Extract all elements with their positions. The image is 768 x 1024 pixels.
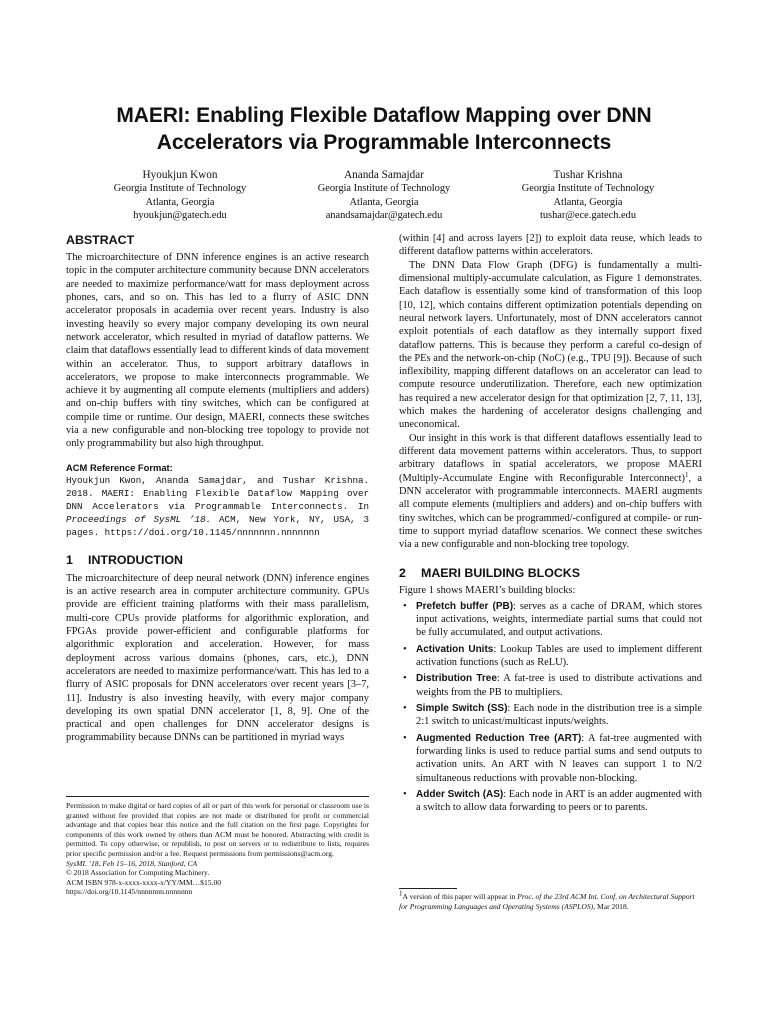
block-term: Distribution Tree [416,673,497,685]
block-desc: : Each node in ART is an adder augmented with a switch to allow data forwarding to peers or to parents. [416,788,702,814]
author-3 [488,168,688,223]
permission-venue: SysML ’18, Feb 15–16, 2018, Stanford, CA [66,858,198,868]
permission-isbn: ACM ISBN 978-x-xxxx-xxxx-x/YY/MM…$15.00 [66,877,222,887]
block-desc: : serves as a cache of DRAM, which stores input activations, weights, intermediate partial sums that could not be fully accumulated, and output activations. [416,600,703,639]
abstract-heading: ABSTRACT [66,233,135,247]
permission-divider [66,796,369,797]
block-desc: : A fat-tree is used to distribute activations and weights from the PB to multipliers. [416,673,702,698]
introduction-continued: (within [4] and across layers [2]) to exploit data reuse, which leads to different dataflow patterns within accelerators. [399,233,702,258]
introduction-heading [66,552,369,568]
author-affiliation: Georgia Institute of Technology [113,183,247,194]
footnote-mark: 1 [399,889,403,898]
block-term: Prefetch buffer (PB) [416,600,514,612]
block-desc: : Lookup Tables are used to implement different activation functions (such as ReLU). [416,643,702,669]
author-email: tushar@ece.gatech.edu [539,210,637,221]
list-item [399,600,702,640]
section-number: 2 [399,565,406,580]
bullet-icon: • [403,732,407,744]
introduction-text: The microarchitecture of deep neural network (DNN) inference engines is an active research area in computer architecture community. GPUs provide are efficient training platforms with their mass parallelism, multi-core CPUs provide platforms for algorithmic exploration, and FPGAs provide power-efficient and configurable platforms for algorithmic exploration and acceleration. However, for mass deployment across various domains (phones, cars, etc.), DNN accelerators are needed to maximize performance/watt. This has led to a flurry of ASIC proposals for DNN accelerators over recent years [3–7, 11]. Industry is also investing heavily, with every major company developing its own spatial DNN accelerator [1, 8, 9]. One of the practical and open challenges for DNN accelerator designs is programmability because DNNs can be partitioned in myriad ways [66,572,369,744]
author-location: Atlanta, Georgia [145,196,215,208]
acm-reference-text [66,474,369,539]
list-item [399,643,702,670]
permission-block [66,796,369,897]
abstract-text: The microarchitecture of DNN inference engines is an active research topic in the computer architecture community because DNN accelerators are needed to maximize performance/watt for mass deployment across phones, cars, and so on. This has led to a flurry of ASIC DNN accelerator proposals in academia over recent years. Industry is also investing heavily so every major company developing its own neural network accelerator, which resulted in myriad of dataflow patterns. We claim that dataflows essentially lead to different kinds of data movement within an accelerator. Thus, to support arbitrary dataflows in accelerators, we propose to make interconnects programmable. We achieve it by augmenting all compute elements (multipliers and adders) and on-chip buffers with tiny switches, which can be configured at compile time or runtime. Our design, MAERI, connects these switches via a new configurable and non-blocking tree topology to provide not only programmability but also high throughput. [66,252,369,450]
building-blocks-intro: Figure 1 shows MAERI’s building blocks: [399,584,576,596]
author-location: Atlanta, Georgia [553,196,623,208]
bullet-icon: • [403,600,407,612]
footnote-venue: Proc. of the 23rd ACM Int. Conf. on Architectural Support for Programming Languages and Operating Systems (ASPLOS) [399,892,695,911]
list-item [399,788,702,815]
insight-text-b: , a DNN accelerator with programmable interconnects. MAERI augments all compute elements (multipliers and adders) and on-chip buffers with tiny switches, which can be programmed/-configured at compile- or run-time to support myriad dataflow scenarios. We connect these switches via a new configurable and non-blocking tree topology. [399,472,703,551]
permission-doi: https://doi.org/10.1145/nnnnnnn.nnnnnnn [66,887,193,897]
section-title: INTRODUCTION [88,552,183,567]
left-column [66,232,369,745]
dfg-paragraph: The DNN Data Flow Graph (DFG) is fundamentally a multi-dimensional multiply-accumulate calculation, as Figure 1 demonstrates. Each dataflow is essentially some kind of transformation of this loop [10, 12], which contains different optimization potentials depending on neural network layers. Unfortunately, most of DNN accelerators cannot exploit potentials of each dataflow as they internally support fixed dataflow patterns. This is because they perform a careful co-design of the PEs and the network-on-chip (NoC) (e.g., TPU [9]). Because of such inflexibility, mapping different dataflows on an accelerator can lead to compute resource underutilization. Therefore, each new optimization has required a new accelerator design for that optimization [2, 7, 11, 13], which makes the hardening of accelerator designs challenging and uneconomical. [399,259,702,431]
list-item [399,702,702,729]
author-name: Hyoukjun Kwon [142,169,218,181]
footnote-text [399,889,702,911]
building-blocks-list [399,600,702,815]
footnote-ref: 1 [685,470,689,479]
footnote-text-b: , Mar 2018. [593,901,629,911]
block-desc: : Each node in the distribution tree is a simple 2:1 switch to unicast/multicast inputs/weights. [416,703,702,728]
insight-paragraph [399,432,702,552]
section-title: MAERI BUILDING BLOCKS [421,565,581,580]
bullet-icon: • [403,788,407,800]
block-term: Adder Switch (AS) [416,788,504,800]
author-affiliation: Georgia Institute of Technology [521,183,655,194]
author-affiliation: Georgia Institute of Technology [317,183,451,194]
footnote [399,888,702,911]
author-1 [80,168,280,223]
author-name: Ananda Samajdar [344,169,424,181]
acm-reference-rest: ACM, New York, NY, USA, 3 pages. https://doi.org/10.1145/nnnnnnn.nnnnnnn [66,513,369,538]
acm-reference-heading: ACM Reference Format: [66,461,173,473]
insight-text-a: Our insight in this work is that different dataflows essentially lead to different data movement patterns within accelerators. Thus, to support arbitrary dataflows in spatial accelerators, we propose MAERI (Multiply-Accumulate Engine with Reconfigurable Interconnect) [399,432,702,484]
bullet-icon: • [403,673,407,685]
right-column [399,232,702,818]
title-line-1: MAERI: Enabling Flexible Dataflow Mapping over DNN [116,104,652,127]
title-line-2: Accelerators via Programmable Interconnects [156,131,612,154]
author-2 [284,168,484,223]
author-block [60,168,708,222]
building-blocks-heading [399,565,702,581]
block-term: Activation Units [416,643,494,655]
permission-text: Permission to make digital or hard copies of all or part of this work for personal or classroom use is granted without fee provided that copies are not made or distributed for profit or commercial advantage and that copies bear this notice and the full citation on the first page. Copyrights for components of this work owned by others than ACM must be honored. Abstracting with credit is permitted. To copy otherwise, or republish, to post on servers or to redistribute to lists, requires prior specific permission and/or a fee. Request permissions from permissions@acm.org. [66,801,369,858]
footnote-divider [399,888,457,889]
block-desc: : A fat-tree augmented with forwarding links is used to reduce partial sums and send outputs to activation units. An ART with N leaves can support 1 to N/2 simultaneous reductions with provable non-blocking. [416,732,702,784]
acm-reference-authors: Hyoukjun Kwon, Ananda Samajdar, and Tushar Krishna. 2018. MAERI: Enabling Flexible Dataflow Mapping over DNN Accelerators via Programmable Interconnects. In [66,474,369,512]
paper-title [60,102,708,156]
acm-reference [66,461,369,539]
permission-copyright: © 2018 Association for Computing Machinery. [66,868,210,878]
list-item [399,732,702,785]
acm-reference-proceedings: Proceedings of SysML ’18. [66,513,212,525]
author-name: Tushar Krishna [553,169,623,181]
author-email: hyoukjun@gatech.edu [133,210,227,221]
section-number: 1 [66,552,73,567]
author-location: Atlanta, Georgia [349,196,419,208]
bullet-icon: • [403,643,407,655]
author-email: anandsamajdar@gatech.edu [325,210,443,221]
bullet-icon: • [403,703,407,714]
footnote-text-a: A version of this paper will appear in [402,892,516,901]
block-term: Simple Switch (SS) [416,703,508,714]
block-term: Augmented Reduction Tree (ART) [416,732,582,744]
list-item [399,672,702,699]
